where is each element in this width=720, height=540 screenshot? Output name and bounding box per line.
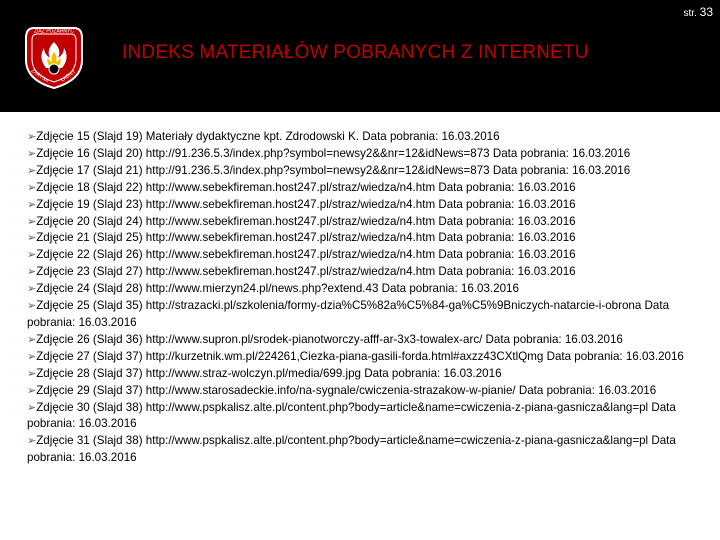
list-item — [27, 281, 709, 298]
list-item-text: Zdjęcie 19 (Slajd 23) http://www.sebekfireman.host247.pl/straz/wiedza/n4.htm Data pobrania: 16.03.2016 — [36, 197, 576, 211]
list-item-text: Zdjęcie 15 (Slajd 19) Materiały dydaktyczne kpt. Zdrodowski K. Data pobrania: 16.03.2016 — [36, 130, 500, 143]
arrow-bullet-icon: ➢ — [27, 401, 37, 414]
page-title: INDEKS MATERIAŁÓW POBRANYCH Z INTERNETU — [122, 42, 589, 63]
list-item-text: Zdjęcie 28 (Slajd 37) http://www.straz-wolczyn.pl/media/699.jpg Data pobrania: 16.03.2016 — [36, 366, 502, 380]
arrow-bullet-icon: ➢ — [27, 384, 37, 397]
arrow-bullet-icon: ➢ — [27, 350, 37, 363]
page-number — [684, 5, 713, 19]
list-item-text: Zdjęcie 20 (Slajd 24) http://www.sebekfireman.host247.pl/straz/wiedza/n4.htm Data pobrania: 16.03.2016 — [36, 214, 576, 228]
list-item — [27, 230, 709, 247]
page-number-value: 33 — [699, 5, 713, 19]
list-item-text: Zdjęcie 16 (Slajd 20) http://91.236.5.3/index.php?symbol=newsy2&&nr=12&idNews=873 Data pobrania: 16.03.2016 — [36, 146, 631, 160]
arrow-bullet-icon: ➢ — [27, 266, 37, 279]
list-item-text: Zdjęcie 27 (Slajd 37) http://kurzetnik.wm.pl/224261,Ciezka-piana-gasili-forda.html#axzz43CXtlQmg Data pobrania: 16.03.2016 — [36, 349, 684, 363]
list-item — [27, 383, 709, 400]
list-item-text: Zdjęcie 22 (Slajd 26) http://www.sebekfireman.host247.pl/straz/wiedza/n4.htm Data pobrania: 16.03.2016 — [36, 248, 576, 262]
list-item-text: Zdjęcie 17 (Slajd 21) http://91.236.5.3/index.php?symbol=newsy2&&nr=12&idNews=873 Data pobrania: 16.03.2016 — [36, 163, 631, 177]
list-item-text: Zdjęcie 24 (Slajd 28) http://www.mierzyn24.pl/news.php?extend.43 Data pobrania: 16.03.2016 — [36, 282, 519, 296]
list-item — [27, 332, 709, 349]
arrow-bullet-icon: ➢ — [27, 300, 37, 313]
arrow-bullet-icon: ➢ — [27, 232, 37, 245]
arrow-bullet-icon: ➢ — [27, 367, 37, 380]
list-item-text: Zdjęcie 23 (Slajd 27) http://www.sebekfireman.host247.pl/straz/wiedza/n4.htm Data pobrania: 16.03.2016 — [36, 265, 576, 279]
list-item — [27, 400, 709, 434]
list-item — [27, 214, 709, 231]
list-item-text: Zdjęcie 18 (Slajd 22) http://www.sebekfireman.host247.pl/straz/wiedza/n4.htm Data pobrania: 16.03.2016 — [36, 180, 576, 194]
logo-text-top: ZIĄZ POŻARNYC — [33, 28, 75, 35]
list-item — [27, 433, 709, 467]
list-item-text: Zdjęcie 25 (Slajd 35) http://strazacki.pl/szkolenia/formy-dzia%C5%82a%C5%84-ga%C5%9Bniczych-natarcie-i-obrona Data pobrania: 16.03.2016 — [27, 299, 670, 329]
arrow-bullet-icon: ➢ — [27, 435, 37, 448]
list-item — [27, 146, 709, 163]
list-item — [27, 298, 709, 332]
list-item — [27, 180, 709, 197]
arrow-bullet-icon: ➢ — [27, 147, 37, 160]
arrow-bullet-icon: ➢ — [27, 333, 37, 346]
arrow-bullet-icon: ➢ — [27, 283, 37, 296]
arrow-bullet-icon: ➢ — [27, 198, 37, 211]
list-item-text: Zdjęcie 31 (Slajd 38) http://www.pspkalisz.alte.pl/content.php?body=article&name=cwiczenia-z-piana-gasnicza&lang=pl Data pobrania: 16.03.2016 — [27, 434, 676, 465]
list-item-text: Zdjęcie 30 (Slajd 38) http://www.pspkalisz.alte.pl/content.php?body=article&name=cwiczenia-z-piana-gasnicza&lang=pl Data pobrania: 16.03.2016 — [27, 400, 676, 431]
index-list — [27, 129, 709, 467]
fire-brigade-logo — [20, 22, 88, 90]
logo-text-bottom-left: ZARYSA — [29, 68, 50, 85]
list-item — [27, 197, 709, 214]
list-item — [27, 163, 709, 180]
arrow-bullet-icon: ➢ — [27, 131, 37, 143]
arrow-bullet-icon: ➢ — [27, 164, 37, 177]
arrow-bullet-icon: ➢ — [27, 181, 37, 194]
list-item-text: Zdjęcie 29 (Slajd 37) http://www.starosadeckie.info/na-sygnale/cwiczenia-strazakow-w-pianie/ Data pobrania: 16.03.2016 — [36, 383, 657, 397]
list-item-text: Zdjęcie 21 (Slajd 25) http://www.sebekfireman.host247.pl/straz/wiedza/n4.htm Data pobrania: 16.03.2016 — [36, 231, 576, 245]
logo-text-bottom-right: ŁADNY — [59, 68, 77, 84]
list-item — [27, 247, 709, 264]
list-item — [27, 366, 709, 383]
list-item — [27, 349, 709, 366]
page-number-label: str. — [683, 8, 697, 19]
list-item — [27, 264, 709, 281]
header-bar — [0, 0, 720, 112]
arrow-bullet-icon: ➢ — [27, 249, 37, 262]
list-item-text: Zdjęcie 26 (Slajd 36) http://www.supron.pl/srodek-pianotworczy-afff-ar-3x3-towalex-arc/ Data pobrania: 16.03.2016 — [36, 332, 623, 346]
list-item — [27, 129, 709, 146]
arrow-bullet-icon: ➢ — [27, 215, 37, 228]
